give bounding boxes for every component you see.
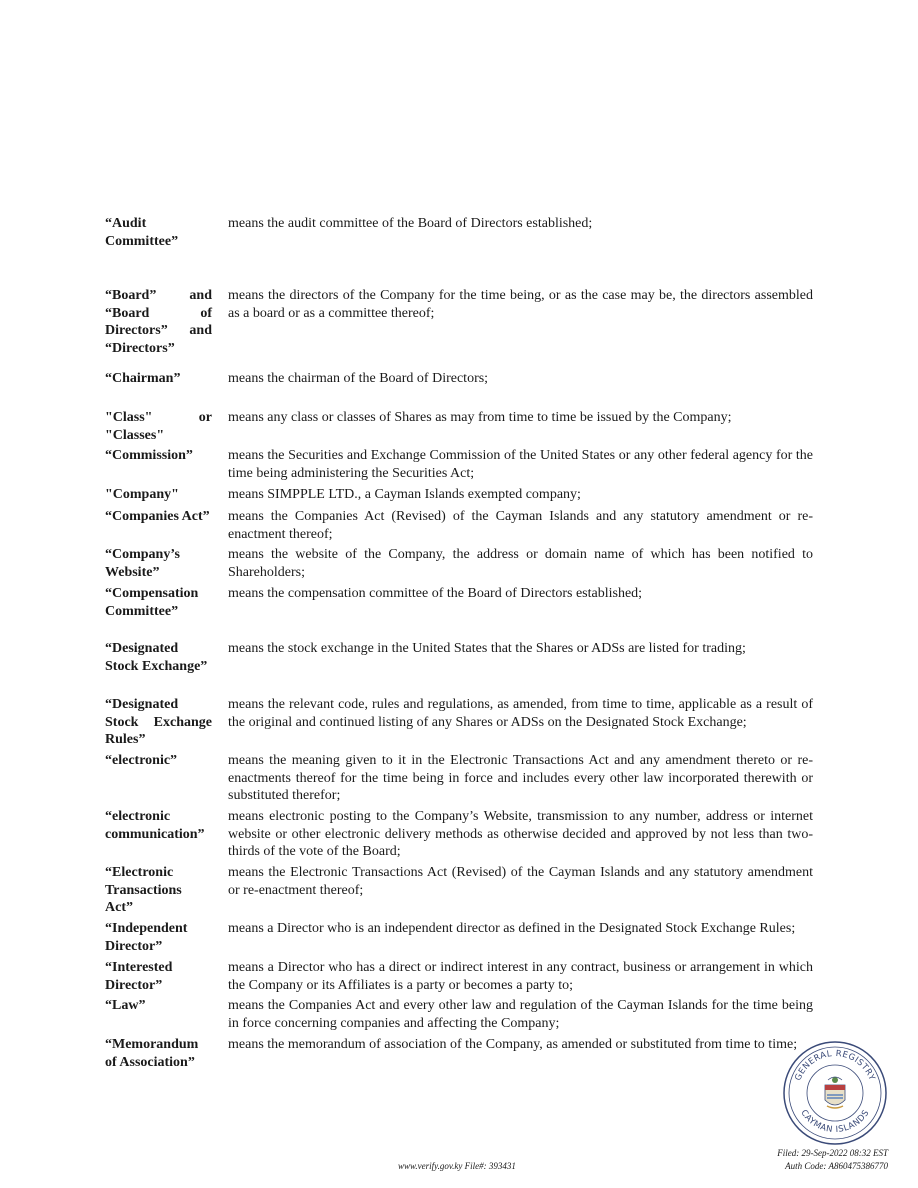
definition-text: means a Director who is an independent director as defined in the Designated Stock Exchange Rules; <box>228 921 796 936</box>
definition-text: means the compensation committee of the Board of Directors established; <box>228 586 643 601</box>
definition-term: “Electronic Transactions Act” <box>105 865 182 915</box>
definition-text: means the Securities and Exchange Commission of the United States or any other federal agency for the time being administering the Securities Act; <box>228 448 813 481</box>
svg-text:CAYMAN ISLANDS: CAYMAN ISLANDS <box>798 1108 872 1136</box>
definition-term: “Interested Director” <box>105 960 173 993</box>
definition-term: “Independent Director” <box>105 921 188 954</box>
definition-text: means the Companies Act (Revised) of the Cayman Islands and any statutory amendment or re-enactment thereof; <box>228 509 813 542</box>
general-registry-seal <box>782 1040 888 1146</box>
definition-term: “Memorandum of Association” <box>105 1037 199 1070</box>
definition-text: means the stock exchange in the United States that the Shares or ADSs are listed for trading; <box>228 641 746 656</box>
definition-term: “Company’s Website” <box>105 547 180 580</box>
definition-text: means the directors of the Company for the time being, or as the case may be, the directors assembled as a board or as a committee thereof; <box>228 288 813 321</box>
definition-text: means the Companies Act and every other law and regulation of the Cayman Islands for the time being in force concerning companies and affecting the Company; <box>228 998 813 1031</box>
definition-term: “Law” <box>105 998 146 1013</box>
definition-term: “Chairman” <box>105 371 181 386</box>
definition-text: means electronic posting to the Company’s Website, transmission to any number, address or internet website or other electronic delivery methods as otherwise decided and approved by not less than two-thirds of the vote of the Board; <box>228 809 813 859</box>
svg-text:GENERAL REGISTRY: GENERAL REGISTRY <box>793 1048 877 1083</box>
definition-term: “Designated Stock Exchange” <box>105 641 208 674</box>
definition-term: “Board” and “Board of Directors” and “Directors” <box>105 288 212 356</box>
filing-stamp <box>777 1147 888 1173</box>
definition-text: means the website of the Company, the address or domain name of which has been notified to Shareholders; <box>228 547 813 580</box>
definition-term: “Companies Act” <box>105 509 210 524</box>
definition-text: means the Electronic Transactions Act (Revised) of the Cayman Islands and any statutory amendment or re-enactment thereof; <box>228 865 813 898</box>
definition-text: means the chairman of the Board of Directors; <box>228 371 489 386</box>
definition-term: “electronic” <box>105 753 178 768</box>
auth-code: Auth Code: A860475386770 <box>785 1161 888 1171</box>
definition-text: means the audit committee of the Board of Directors established; <box>228 216 593 231</box>
verify-url: www.verify.gov.ky File#: 393431 <box>398 1161 516 1171</box>
definition-text: means the meaning given to it in the Electronic Transactions Act and any amendment thereto or re-enactments thereof for the time being in force and includes every other law incorporated therewith or substituted therefor; <box>228 753 813 803</box>
definition-text: means the relevant code, rules and regulations, as amended, from time to time, applicable as a result of the original and continued listing of any Shares or ADSs on the Designated Stock Exchange; <box>228 697 813 730</box>
definition-term: “Compensation Committee” <box>105 586 199 619</box>
seal-emblem-icon <box>782 1040 888 1146</box>
definition-text: means a Director who has a direct or indirect interest in any contract, business or arrangement in which the Company or its Affiliates is a party or becomes a party to; <box>228 960 813 993</box>
definition-text: means any class or classes of Shares as may from time to time be issued by the Company; <box>228 410 732 425</box>
definition-term: “Audit Committee” <box>105 216 179 249</box>
filed-date: Filed: 29-Sep-2022 08:32 EST <box>777 1148 888 1158</box>
definition-term: "Company" <box>105 487 179 502</box>
definition-term: "Class" or "Classes" <box>105 410 212 443</box>
definition-term: “Commission” <box>105 448 193 463</box>
definition-text: means SIMPPLE LTD., a Cayman Islands exempted company; <box>228 487 581 502</box>
definition-text: means the memorandum of association of the Company, as amended or substituted from time to time; <box>228 1037 798 1052</box>
definition-term: “electronic communication” <box>105 809 205 842</box>
definition-term: “Designated Stock Exchange Rules” <box>105 697 212 747</box>
